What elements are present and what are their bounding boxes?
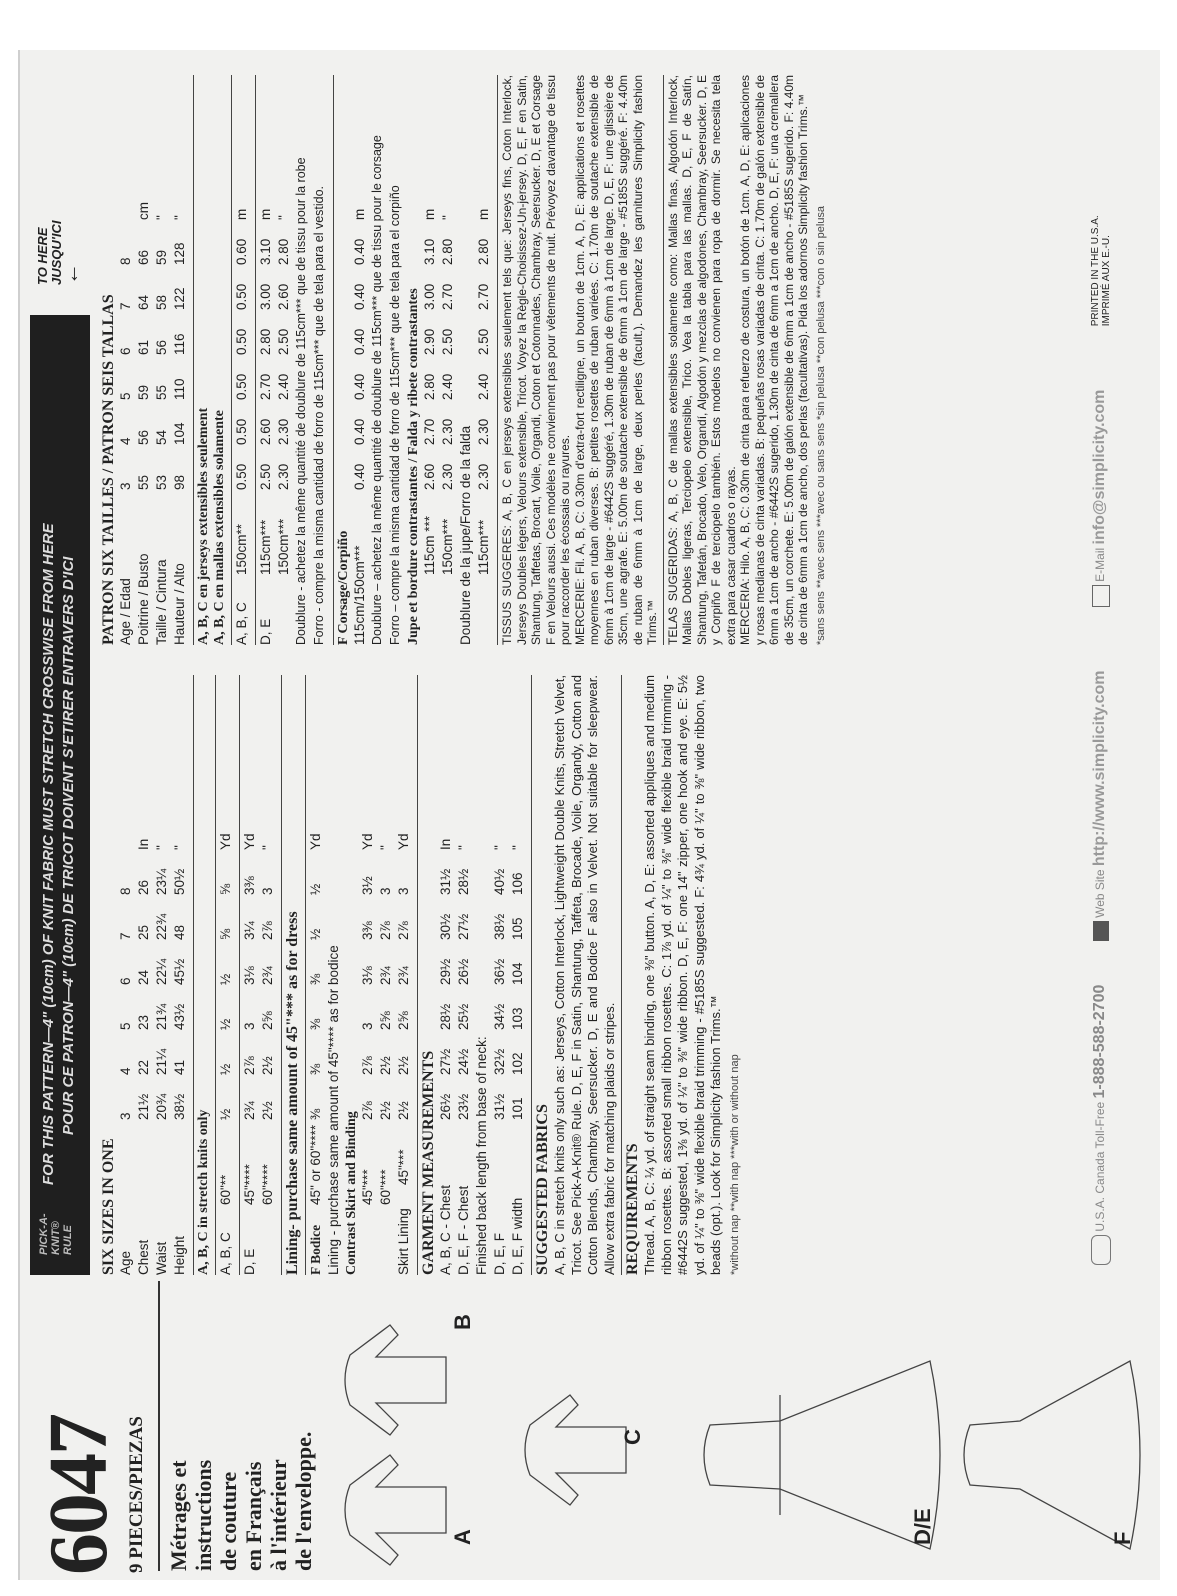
fr-row-abc: A, B, C 150cm** 0.50 0.50 0.50 0.50 0.50 0.60 m: [231, 75, 252, 645]
size-row-chest: Chest 21½ 22 23 24 25 26 In: [136, 838, 151, 1275]
requirements-text: Thread. A, B, C: ¼ yd. of straight seam binding, one ⅜" button. A, D, E: assorted appliques and medium ribbon rosettes. B: assorted small ribbon rosettes. C: 1⅞ yd. of ¼" to ⅜" wide flexible braid trimming - #6442S suggested, 1⅜ yd. of ¼" to ⅜" wide ribbon. D, E, F: one 14" zipper, one hook and eye. E: 5½ yd. of ¼" to ⅜" wide flexible braid trimming - #5185S suggested. F: 4¾ yd. of ¼" to ⅜" wide ribbon, two beads (opt.). Look for Simplicity fashion Trims.™: [642, 675, 723, 1275]
abc-heading: A, B, C in stretch knits only: [193, 675, 212, 1275]
printed-line-2: IMPRIMÉ AUX E.-U.: [1101, 235, 1112, 327]
view-label-a: A: [450, 1529, 475, 1545]
french-footnote: *sans sens **avec sens ***avec ou sans sens *sin pelusa **con pelusa ***con o sin pelusa: [814, 205, 827, 645]
yardage-row-de-60: 60"**** 2½ 2½ 2⅝ 2¾ 2⅞ 3 ": [260, 845, 275, 1205]
fr-row-jupe-150: 150cm*** 2.30 2.30 2.40 2.50 2.70 2.80 ": [440, 215, 455, 575]
computer-icon: [1093, 921, 1109, 941]
fr-row-de-115: D, E 115cm*** 2.50 2.60 2.70 2.80 3.00 3.10 m: [255, 75, 276, 645]
instr-line: à l'intérieur: [266, 1459, 291, 1571]
jusquici-label: JUSQU'ICI: [49, 220, 64, 285]
pick-a-knit-label: PICK-A-KNIT® RULE: [38, 1213, 74, 1255]
fr-doublure-jupe-label: Doublure de la jupe/Forro de la falda: [458, 425, 473, 645]
english-column: [100, 675, 741, 1275]
suggested-fabrics-text: A, B, C in stretch knits only such as: Jerseys, Cotton Interlock, Lightweight Double Knits, Stretch Velvet, Tricot. See Pick-A-Knit® Rule. D, E, F in Satin, Shantung, Taffeta, Brocade, Voile, Organdy, Cotton and Cotton Blends, Chambray, Seersucker. D, E and Bodice F also in Velvet. Not suitable for sleepwear. Allow extra fabric for matching plaids or stripes.: [552, 675, 617, 1275]
yardage-row-de-45: D, E 45"**** 2¾ 2⅞ 3 3⅛ 3¼ 3⅜ Yd: [239, 675, 260, 1275]
yardage-row-contrast-60: 60"*** 2½ 2½ 2⅝ 2¾ 2⅞ 3 ": [378, 845, 393, 1205]
mercerie-text: MERCERIE: Fil. A, B, C: 0.30m d'extra-fort rectiligne, un bouton de 1cm. A, D, E: applications et rosettes moyennes en ruban diverses. B: petites rosettes de ruban variées. C: 1.70m de soutache extensible de 6mm à 1cm de large - #6442S suggéré, 1.30m de ruban de 6mm à 1cm de large. D, E, F: une glissière de 35cm, une agrafe. E: 5.00m de soutache extensible de 6mm à 1cm de large - #5185S suggéré. F: 4.40m de ruban de 6mm à 1cm de large, deux perles (facult.). Demandez les garnitures Simplicity fashion Trims.™: [572, 75, 659, 645]
instr-line: instructions: [191, 1459, 216, 1571]
phone-number: 1-888-588-2700: [1091, 984, 1109, 1099]
left-panel: [30, 1275, 1150, 1575]
pattern-envelope-sheet: [18, 50, 1160, 1580]
fr-corsage-heading: F Corsage/Corpiño: [333, 75, 352, 645]
fr-size-row-waist: Taille / Cintura 53 54 55 56 58 59 ": [154, 215, 169, 645]
pieces-count: 9 PIECES/PIEZAS: [126, 1416, 147, 1573]
garment-row-abc-chest: A, B, C - Chest 26½ 27½ 28½ 29½ 30½ 31½ In: [438, 838, 453, 1275]
pick-a-knit-banner: [30, 315, 90, 1275]
instr-line: en Français: [241, 1461, 266, 1571]
es-forro-corpino-note: Forro – compre la misma cantidad de forro de 115cm*** que de tela para el corpiño: [388, 185, 402, 645]
contrast-heading: Contrast Skirt and Binding: [344, 1111, 359, 1275]
size-row-age: Age 3 4 5 6 7 8: [118, 887, 133, 1275]
view-label-c: C: [620, 1429, 645, 1445]
french-instructions-note: [158, 1281, 316, 1571]
phone-icon: [1091, 1235, 1111, 1265]
yardage-row-contrast-45: 45"*** 2⅞ 2⅞ 3 3⅛ 3⅜ 3½ Yd: [360, 833, 375, 1205]
banner-line-english: FOR THIS PATTERN—4" (10cm) OF KNIT FABRIC MUST STRETCH CROSSWISE FROM HERE: [40, 523, 57, 1185]
fr-row-doublure-jupe: 115cm*** 2.30 2.30 2.40 2.50 2.70 2.80 m: [476, 208, 491, 575]
fr-doublure-corsage-note: Doublure – achetez la même quantité de doublure de 115cm*** que de tissu pour le corsage: [370, 135, 384, 645]
email-label: E-Mail: [1093, 547, 1108, 582]
arrow-left-icon: ←: [58, 263, 83, 285]
fr-row-corsage: 115cm/150cm*** 0.40 0.40 0.40 0.40 0.40 0.40 m: [352, 208, 367, 645]
instr-line: de couture: [216, 1471, 241, 1571]
instr-line: Métrages et: [166, 1460, 191, 1571]
fr-doublure-note: Doublure - achetez la même quantité de doublure de 115cm*** que de tissu pour la robe: [294, 157, 308, 645]
garment-row-def-length: D, E, F 31½ 32½ 34½ 36½ 38½ 40½ ": [492, 845, 507, 1275]
garment-measurements-heading: GARMENT MEASUREMENTS: [417, 675, 438, 1275]
tissus-suggeres-text: TISSUS SUGGERES: A, B, C en jerseys extensibles seulement tels que: Jerseys fins, Coton Interlock, Jerseys Doubles légers, Velours extensible, Tricot. Voyez la Règle-Choisissez-Un-jersey. D, E, F en Satin, Shantung, Taffetas, Brocart, Voile, Organdi, Coton et Cotonnades, Chambray, Seersucker. D, E et Corsage F en Velours aussi. Ces modèles ne conviennent pas pour vêtements de nuit. Prévoyez davantage de tissu pour raccorder les écossais ou rayures.: [497, 75, 573, 645]
finished-back-label: Finished back length from base of neck:: [474, 1036, 489, 1275]
suggested-fabrics-heading: SUGGESTED FABRICS: [531, 675, 552, 1275]
email-link[interactable]: info@simplicity.com: [1091, 389, 1109, 545]
yardage-row-f-bodice: F Bodice 45" or 60"**** ⅜ ⅜ ⅜ ⅜ ½ ½ Yd: [305, 675, 326, 1275]
pattern-number: 6047: [32, 1415, 125, 1575]
fr-abc-heading-1: A, B, C en jerseys extensibles seulement: [193, 75, 212, 645]
view-label-de: D/E: [910, 1508, 935, 1545]
garment-row-def-width: D, E, F width 101 102 103 104 105 106 ": [510, 845, 525, 1275]
email-icon: [1092, 585, 1110, 607]
garment-row-def-chest: D, E, F - Chest 23½ 24½ 25½ 26½ 27½ 28½ ": [456, 845, 471, 1275]
contact-strip: [1090, 75, 1112, 1265]
rotated-envelope-back: [30, 65, 1150, 1575]
printed-note: [1090, 215, 1112, 326]
fr-size-row-bust: Poitrine / Busto 55 56 59 61 64 66 cm: [136, 202, 151, 645]
fr-size-row-age: Age / Edad 3 4 5 6 7 8: [118, 257, 133, 645]
requirements-heading: REQUIREMENTS: [621, 675, 642, 1275]
fr-abc-heading-2: A, B, C en mallas extensibles solamente: [212, 410, 227, 645]
phone-label: U.S.A. Canada Toll-Free: [1093, 1101, 1108, 1232]
french-spanish-column: [100, 75, 827, 645]
es-forro-note: Forro - compre la misma cantidad de forro de 115cm*** que de tela para el vestido.: [312, 185, 326, 645]
instr-line: de l'enveloppe.: [291, 1431, 316, 1571]
english-title: SIX SIZES IN ONE: [100, 1138, 117, 1275]
fr-row-jupe-115: 115cm *** 2.60 2.70 2.80 2.90 3.00 3.10 m: [422, 208, 437, 575]
to-here-label: TO HERE: [35, 227, 50, 285]
banner-line-french: POUR CE PATRON—4" (10cm) DE TRICOT DOIVENT S'ETIRER ENTRAVERS D'ICI: [60, 556, 77, 1135]
fr-row-de-150: 150cm*** 2.30 2.30 2.40 2.50 2.60 2.80 ": [276, 215, 291, 575]
printed-line-1: PRINTED IN THE U.S.A.: [1090, 215, 1101, 327]
english-footnote: *without nap **with nap ***with or without nap: [728, 1054, 741, 1275]
fr-size-row-height: Hauteur / Alto 98 104 110 116 122 128 ": [172, 215, 187, 645]
to-here-marker: [35, 220, 83, 286]
view-label-f: F: [1110, 1531, 1135, 1545]
telas-sugeridas-text: TELAS SUGERIDAS: A, B, C de mallas extensibles solamente como: Mallas finas, Algodón Interlock, Mallas Dobles ligeras, Terciopelo extensible, Trico. Vea la tabla para las mallas. D, E, F de Satín, Shantung, Tafetán, Brocado, Velo, Organdí, Algodón y mezclas de algodones, Chambray, Seersucker. D, E y Corpiño F de terciopelo también. Estos modelos no convienen para ropa de dormir. Se necesita tela extra para casar cuadros o rayas.: [663, 75, 739, 645]
view-label-b: B: [450, 1314, 475, 1330]
lining-bodice-note: Lining - purchase same amount of 45"**** as for bodice: [326, 945, 341, 1275]
web-link[interactable]: http://www.simplicity.com: [1091, 670, 1109, 867]
size-row-waist: Waist 20¾ 21¼ 21¾ 22¼ 22¾ 23¼ ": [154, 845, 169, 1275]
merceria-text: MERCERIA: Hilo. A, B, C: 0.30m de cinta para refuerzo de costura, un botón de 1cm. A, D, E: aplicaciones y rosas medianas de cinta variadas. B: pequeñas rosas variadas de cinta. C: 1.70m de galón extensible de 6mm a 1cm de ancho - #6442S sugerido, 1.30m de cinta de 6mm a 1cm de ancho. D, E, F: una cremallera de 35cm, un corchete. E: 5.00m de galón extensible de 6mm a 1cm de ancho - #5185S sugerido. F: 4.40m de cinta de 6mm a 1cm de ancho, dos perlas (facultativas). Pida los adornos Simplicity fashion Trims.™: [738, 75, 810, 645]
yardage-row-skirt-lining: Skirt Lining 45"*** 2½ 2½ 2⅝ 2¾ 2⅞ 3 Yd: [396, 833, 411, 1275]
lining-heading: Lining- purchase same amount of 45"*** as for dress: [281, 675, 302, 1275]
yardage-row-abc: A, B, C 60"** ½ ½ ½ ½ ⅝ ⅝ Yd: [215, 675, 236, 1275]
french-title: PATRON SIX TAILLES / PATRON SEIS TALLAS: [100, 294, 117, 645]
fr-jupe-heading: Jupe et bordure contrastantes / Falda y ribete contrastantes: [406, 288, 421, 645]
size-row-height: Height 38½ 41 43½ 45½ 48 50½ ": [172, 845, 187, 1275]
web-label: Web Site: [1093, 869, 1108, 918]
